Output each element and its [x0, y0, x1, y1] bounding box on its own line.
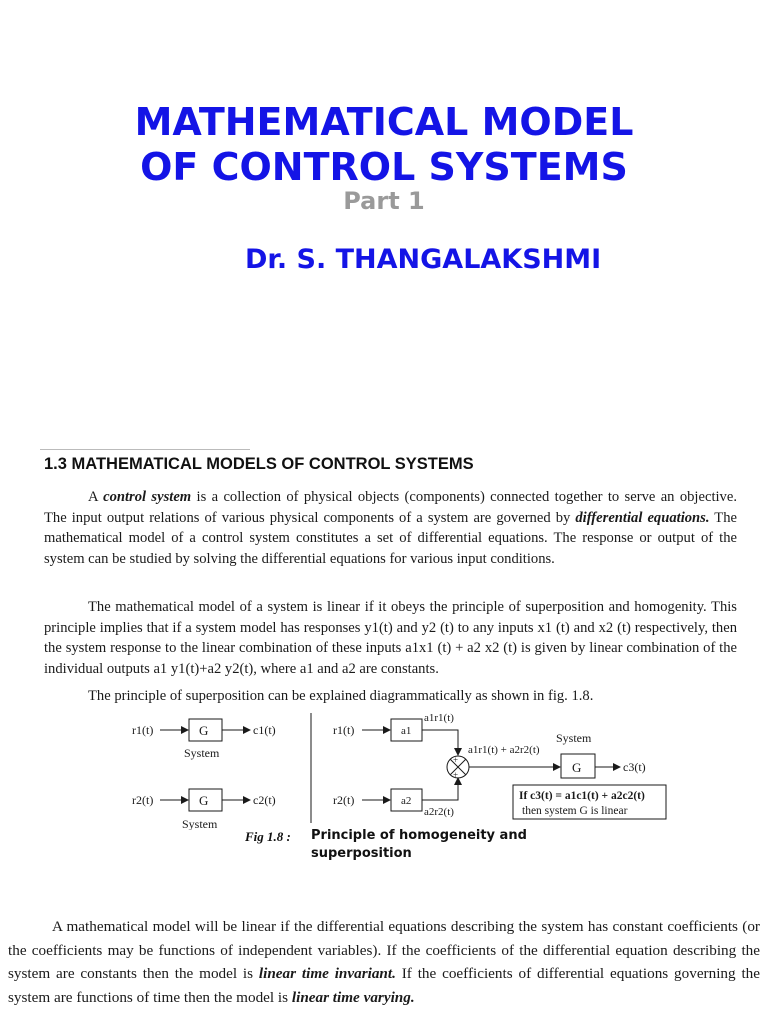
p4-text-1: A mathematical model will be linear if the differential equations describing the system has constant coefficients (or the coefficients may be functions of independent variables). If the coefficients of the differential equation describing the system are constants then the model is	[8, 918, 760, 982]
p4-emphasis-2: linear time varying.	[291, 988, 415, 1006]
figure-caption-label: Fig 1.8 :	[245, 829, 291, 844]
p4-text-2: If the coefficients of differential equations governing the system are functions of time then the model is	[8, 965, 761, 1006]
paragraph-control-system	[44, 487, 737, 570]
gain-a2-label: a2	[401, 795, 412, 807]
right-output-label: c3(t)	[623, 760, 646, 774]
a1-to-sum-arrow	[422, 730, 458, 755]
p1-text-1: A	[88, 489, 104, 505]
sum-output-label: a1r1(t) + a2r2(t)	[468, 744, 540, 756]
left-top-block-label: G	[199, 723, 209, 738]
section-heading: 1.3 MATHEMATICAL MODELS OF CONTROL SYSTEMS	[44, 455, 474, 473]
slide-title-line1: MATHEMATICAL MODEL	[134, 100, 634, 144]
left-top-system-label: System	[184, 746, 220, 760]
left-bottom-input-label: r2(t)	[132, 793, 154, 807]
paragraph-linearity: The mathematical model of a system is linear if it obeys the principle of superposition and homogenity. This principle implies that if a system model has responses y1(t) and y2 (t) to any inputs x1 (t) and x2 (t) respectively, then the system response to the linear combination of these inputs a1x1 (t) + a2 x2 (t) is given by linear combination of the individual outputs a1 y1(t)+a2 y2(t), where a1 and a2 are constants.	[44, 599, 737, 678]
slide-title	[0, 100, 768, 190]
left-bottom-output-label: c2(t)	[253, 793, 276, 807]
left-bottom-block-label: G	[199, 793, 209, 808]
svg-text:+: +	[453, 770, 459, 780]
right-input2-label: r2(t)	[333, 793, 355, 807]
section-rule	[40, 449, 250, 450]
paragraph-superposition: The principle of superposition can be explained diagrammatically as shown in fig. 1.8.	[88, 688, 594, 704]
slide-subtitle: Part 1	[343, 187, 425, 215]
signal-a1r1-label: a1r1(t)	[424, 712, 454, 724]
right-system-label: System	[556, 731, 592, 745]
condition-line2: then system G is linear	[522, 805, 628, 817]
left-top-input-label: r1(t)	[132, 723, 154, 737]
right-g-label: G	[572, 760, 582, 775]
right-input1-label: r1(t)	[333, 723, 355, 737]
p1-emphasis-2: differential equations.	[575, 509, 710, 526]
left-top-output-label: c1(t)	[253, 723, 276, 737]
p1-text-2: is a collection of physical objects (components) connected together to serve an objective. The input output relations of various physical components of a system are governed by	[44, 489, 737, 526]
a2-to-sum-arrow	[422, 778, 458, 800]
svg-text:+: +	[453, 755, 459, 765]
p1-emphasis-1: control system	[103, 489, 192, 505]
condition-line1: If c3(t) = a1c1(t) + a2c2(t)	[519, 790, 645, 802]
p4-emphasis-1: linear time invariant.	[258, 965, 396, 982]
paragraph-linear-model	[8, 915, 760, 1009]
figure-caption-text: Principle of homogeneity and superposition	[311, 828, 527, 861]
p1-text-3: The mathematical model of a control system constitutes a set of differential equations. The response or output of the system can be studied by solving the differential equations for various input conditions.	[44, 509, 737, 568]
signal-a2r2-label: a2r2(t)	[424, 806, 454, 818]
slide-title-line2: OF CONTROL SYSTEMS	[140, 145, 628, 189]
slide-author: Dr. S. THANGALAKSHMI	[245, 244, 602, 275]
left-bottom-system-label: System	[182, 817, 218, 830]
superposition-diagram	[0, 705, 768, 830]
gain-a1-label: a1	[401, 725, 412, 737]
